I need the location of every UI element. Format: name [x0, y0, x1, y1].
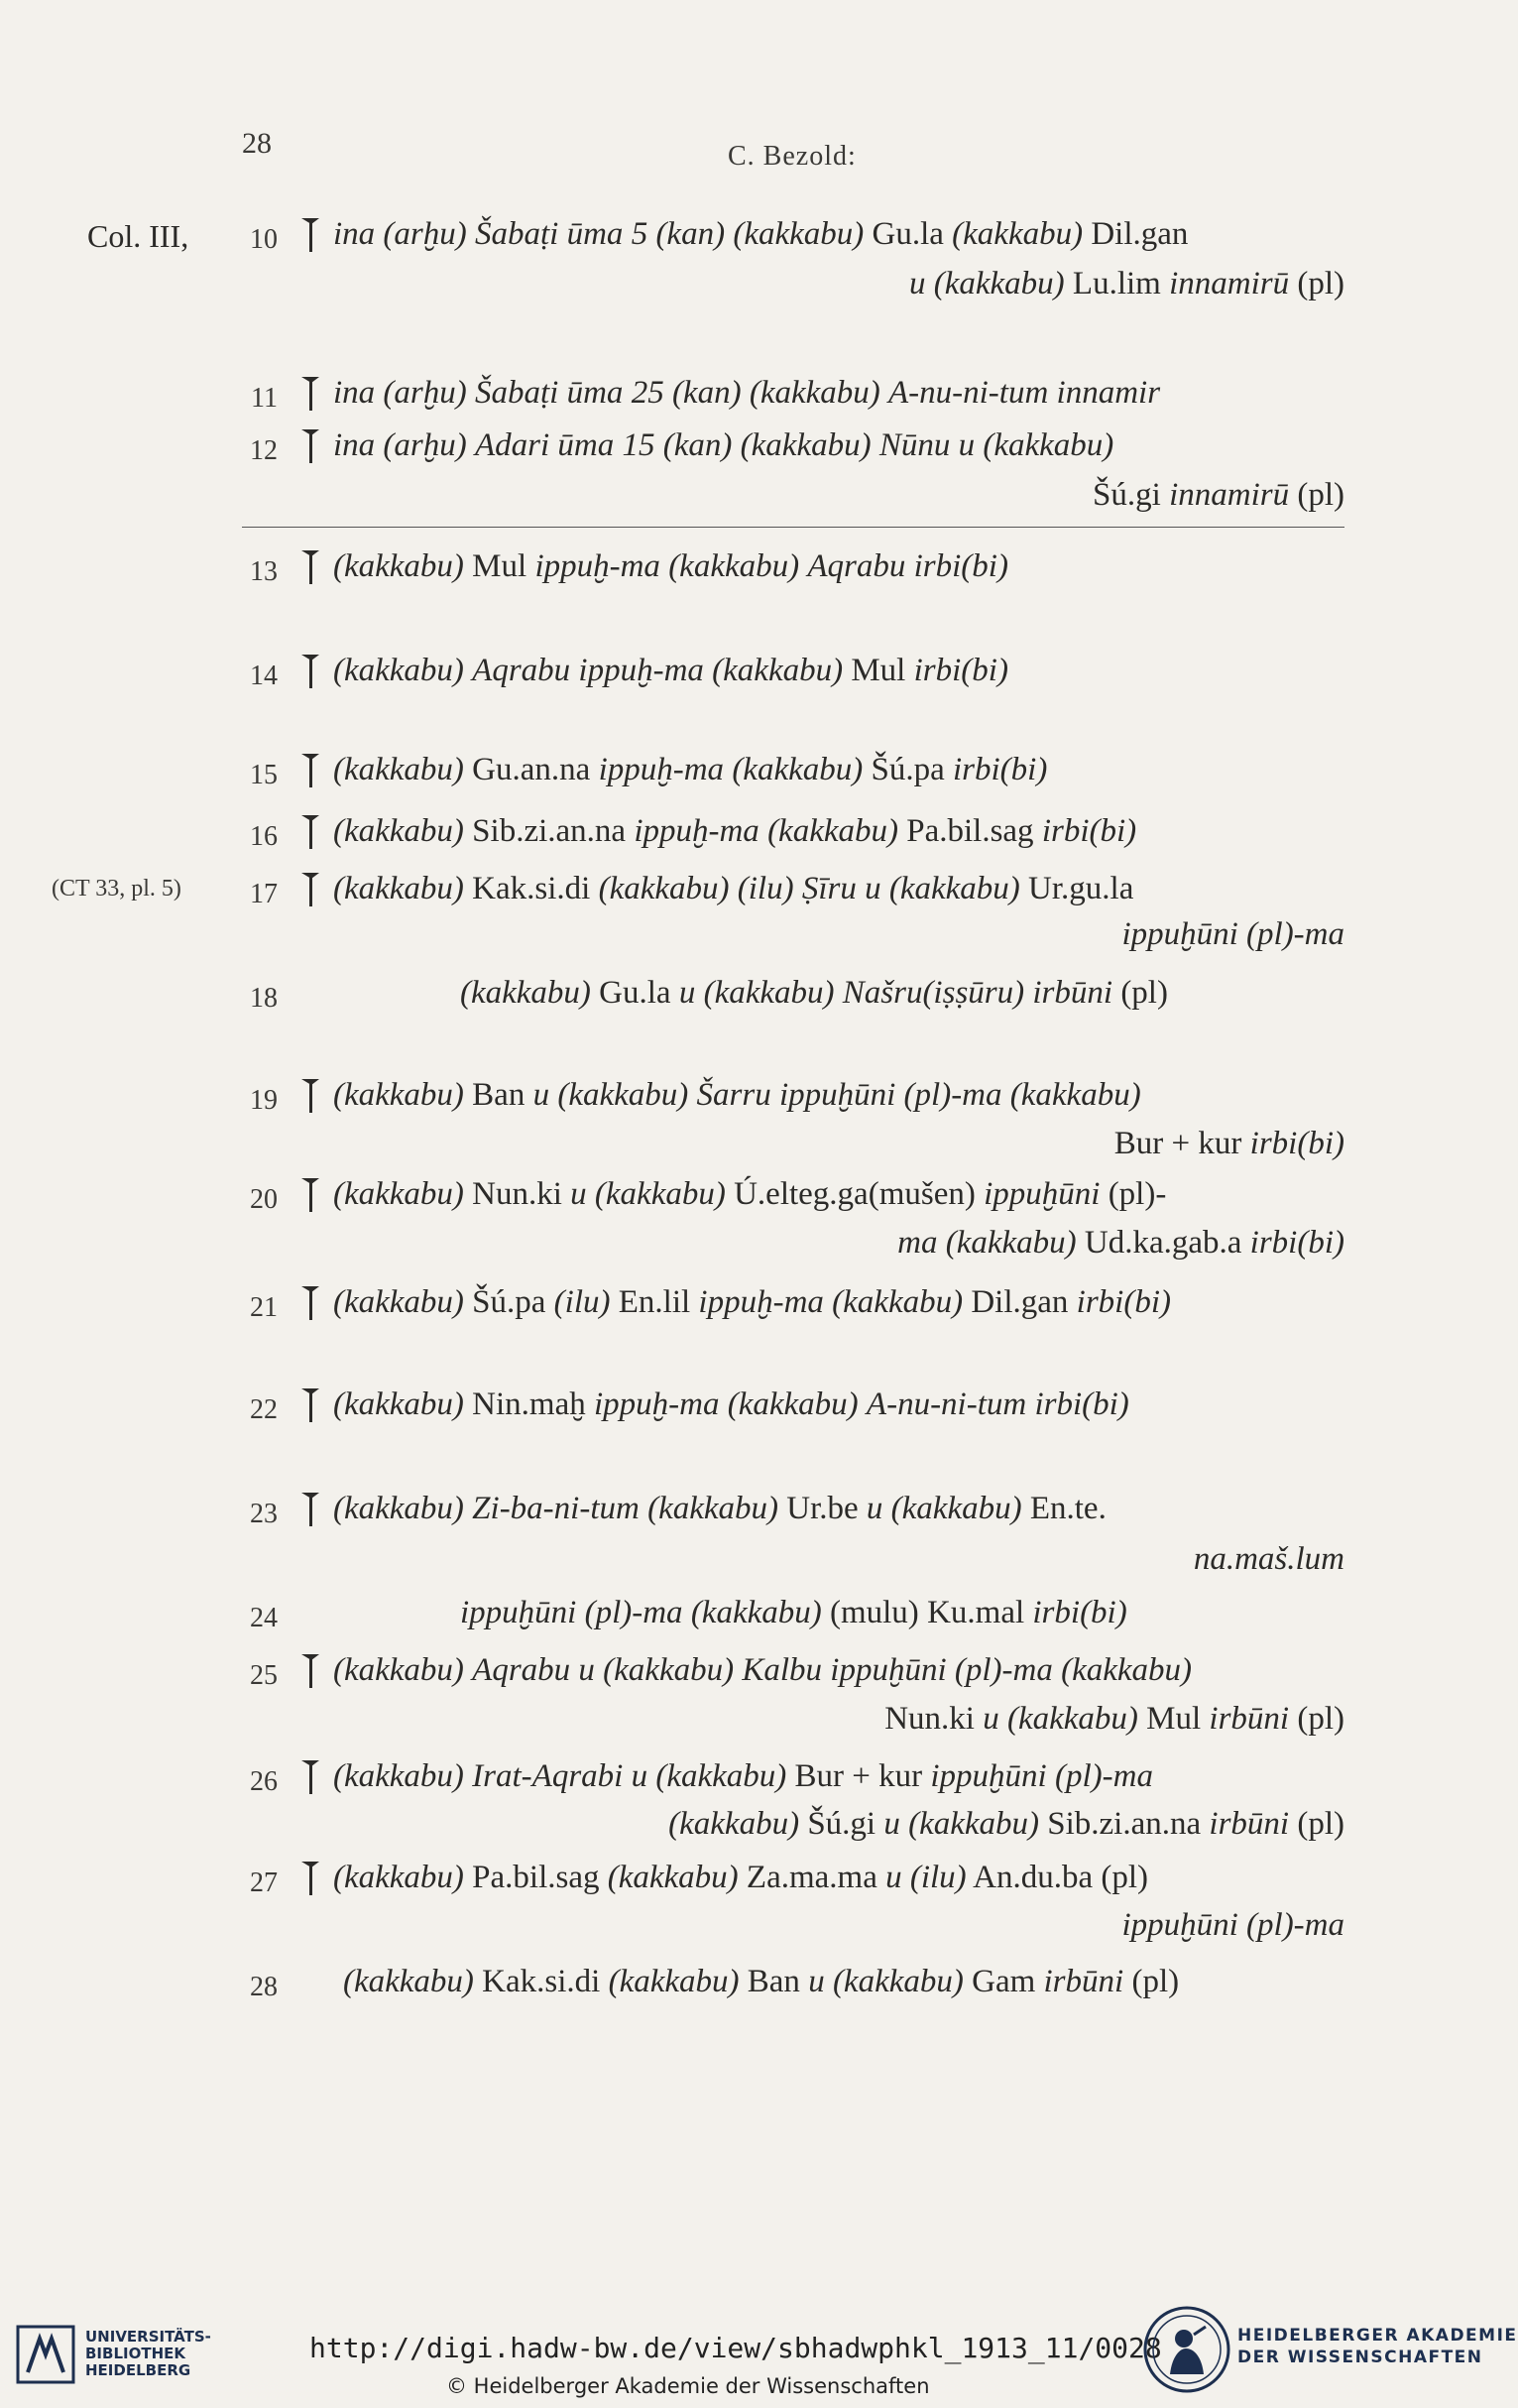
line-number: 13	[250, 556, 278, 587]
transliteration-line: (kakkabu) Gu.la u (kakkabu) Našru(iṣṣūru) irbūni (pl)	[460, 975, 1168, 1011]
cuneiform-wedge-icon	[297, 1176, 323, 1212]
line-number: 17	[250, 879, 278, 909]
transliteration-line: ippuḫūni (pl)-ma	[1121, 916, 1344, 952]
transliteration-line: (kakkabu) Zi-ba-ni-tum (kakkabu) Ur.be u (kakkabu) En.te.	[333, 1491, 1107, 1526]
line-number: 21	[250, 1292, 278, 1323]
transliteration-line: ippuḫūni (pl)-ma (kakkabu) (mulu) Ku.mal irbi(bi)	[460, 1595, 1127, 1630]
line-number: 19	[250, 1085, 278, 1116]
transliteration-line: (kakkabu) Šú.pa (ilu) En.lil ippuḫ-ma (kakkabu) Dil.gan irbi(bi)	[333, 1284, 1171, 1320]
running-head: C. Bezold:	[728, 141, 857, 172]
cuneiform-wedge-icon	[297, 548, 323, 584]
transliteration-line: (kakkabu) Sib.zi.an.na ippuḫ-ma (kakkabu) Pa.bil.sag irbi(bi)	[333, 813, 1137, 849]
transliteration-line: (kakkabu) Irat-Aqrabi u (kakkabu) Bur + kur ippuḫūni (pl)-ma	[333, 1758, 1153, 1794]
line-number: 24	[250, 1603, 278, 1633]
line-number: 22	[250, 1394, 278, 1425]
transliteration-line: Bur + kur irbi(bi)	[1113, 1126, 1344, 1161]
transliteration-line: ma (kakkabu) Ud.ka.gab.a irbi(bi)	[897, 1225, 1344, 1261]
transliteration-line: ippuḫūni (pl)-ma	[1121, 1907, 1344, 1943]
cuneiform-wedge-icon	[297, 813, 323, 849]
academy-seal-logo	[1142, 2305, 1231, 2394]
line-number: 18	[250, 983, 278, 1014]
cuneiform-wedge-icon	[297, 375, 323, 411]
margin-note: (CT 33, pl. 5)	[52, 876, 181, 902]
cuneiform-wedge-icon	[297, 1652, 323, 1688]
source-url[interactable]: http://digi.hadw-bw.de/view/sbhadwphkl_1913_11/0028	[309, 2332, 1162, 2364]
academy-name: HEIDELBERGER AKADEMIE DER WISSENSCHAFTEN	[1237, 2326, 1518, 2367]
transliteration-line: (kakkabu) Ban u (kakkabu) Šarru ippuḫūni (pl)-ma (kakkabu)	[333, 1077, 1141, 1113]
line-number: 28	[250, 1972, 278, 2002]
transliteration-line: (kakkabu) Kak.si.di (kakkabu) Ban u (kakkabu) Gam irbūni (pl)	[343, 1964, 1180, 1999]
line-number: 27	[250, 1867, 278, 1898]
line-number: 11	[251, 383, 278, 414]
cuneiform-wedge-icon	[297, 1758, 323, 1794]
transliteration-line: u (kakkabu) Lu.lim innamirū (pl)	[908, 266, 1344, 301]
transliteration-line: Nun.ki u (kakkabu) Mul irbūni (pl)	[884, 1701, 1344, 1737]
line-number: 14	[250, 661, 278, 691]
cuneiform-wedge-icon	[297, 1284, 323, 1320]
university-library-logo	[16, 2325, 75, 2384]
transliteration-line: (kakkabu) Aqrabu ippuḫ-ma (kakkabu) Mul irbi(bi)	[333, 653, 1008, 688]
transliteration-line: (kakkabu) Pa.bil.sag (kakkabu) Za.ma.ma u (ilu) An.du.ba (pl)	[333, 1860, 1149, 1895]
cuneiform-wedge-icon	[297, 1860, 323, 1895]
transliteration-line: (kakkabu) Gu.an.na ippuḫ-ma (kakkabu) Šú.pa irbi(bi)	[333, 752, 1048, 787]
cuneiform-wedge-icon	[297, 752, 323, 787]
transliteration-line: (kakkabu) Kak.si.di (kakkabu) (ilu) Ṣīru u (kakkabu) Ur.gu.la	[333, 871, 1134, 906]
transliteration-line: (kakkabu) Nin.maḫ ippuḫ-ma (kakkabu) A-nu-ni-tum irbi(bi)	[333, 1386, 1129, 1422]
column-label: Col. III,	[87, 218, 189, 254]
transliteration-line: ina (arḫu) Adari ūma 15 (kan) (kakkabu) Nūnu u (kakkabu)	[333, 427, 1114, 463]
line-number: 12	[250, 435, 278, 466]
cuneiform-wedge-icon	[297, 427, 323, 463]
line-number: 23	[250, 1499, 278, 1529]
line-number: 10	[250, 224, 278, 255]
cuneiform-wedge-icon	[297, 1491, 323, 1526]
transliteration-line: (kakkabu) Aqrabu u (kakkabu) Kalbu ippuḫūni (pl)-ma (kakkabu)	[333, 1652, 1193, 1688]
line-number: 25	[250, 1660, 278, 1691]
transliteration-line: (kakkabu) Mul ippuḫ-ma (kakkabu) Aqrabu irbi(bi)	[333, 548, 1008, 584]
transliteration-line: ina (arḫu) Šabaṭi ūma 25 (kan) (kakkabu) A-nu-ni-tum innamir	[333, 375, 1161, 411]
transliteration-line: (kakkabu) Nun.ki u (kakkabu) Ú.elteg.ga(mušen) ippuḫūni (pl)-	[333, 1176, 1167, 1212]
cuneiform-wedge-icon	[297, 1386, 323, 1422]
page-number: 28	[242, 127, 272, 160]
line-number: 20	[250, 1184, 278, 1215]
copyright-notice: © Heidelberger Akademie der Wissenschaften	[446, 2374, 930, 2398]
cuneiform-wedge-icon	[297, 1077, 323, 1113]
section-rule	[242, 527, 1344, 528]
cuneiform-wedge-icon	[297, 216, 323, 252]
line-number: 15	[250, 760, 278, 790]
cuneiform-wedge-icon	[297, 653, 323, 688]
university-library-name: UNIVERSITÄTS- BIBLIOTHEK HEIDELBERG	[85, 2328, 211, 2379]
cuneiform-wedge-icon	[297, 871, 323, 906]
line-number: 16	[250, 821, 278, 852]
transliteration-line: ina (arḫu) Šabaṭi ūma 5 (kan) (kakkabu) Gu.la (kakkabu) Dil.gan	[333, 216, 1189, 252]
line-number: 26	[250, 1766, 278, 1797]
transliteration-line: Šú.gi innamirū (pl)	[1093, 477, 1344, 513]
transliteration-line: (kakkabu) Šú.gi u (kakkabu) Sib.zi.an.na irbūni (pl)	[668, 1806, 1344, 1842]
transliteration-line: na.maš.lum	[1193, 1541, 1344, 1577]
